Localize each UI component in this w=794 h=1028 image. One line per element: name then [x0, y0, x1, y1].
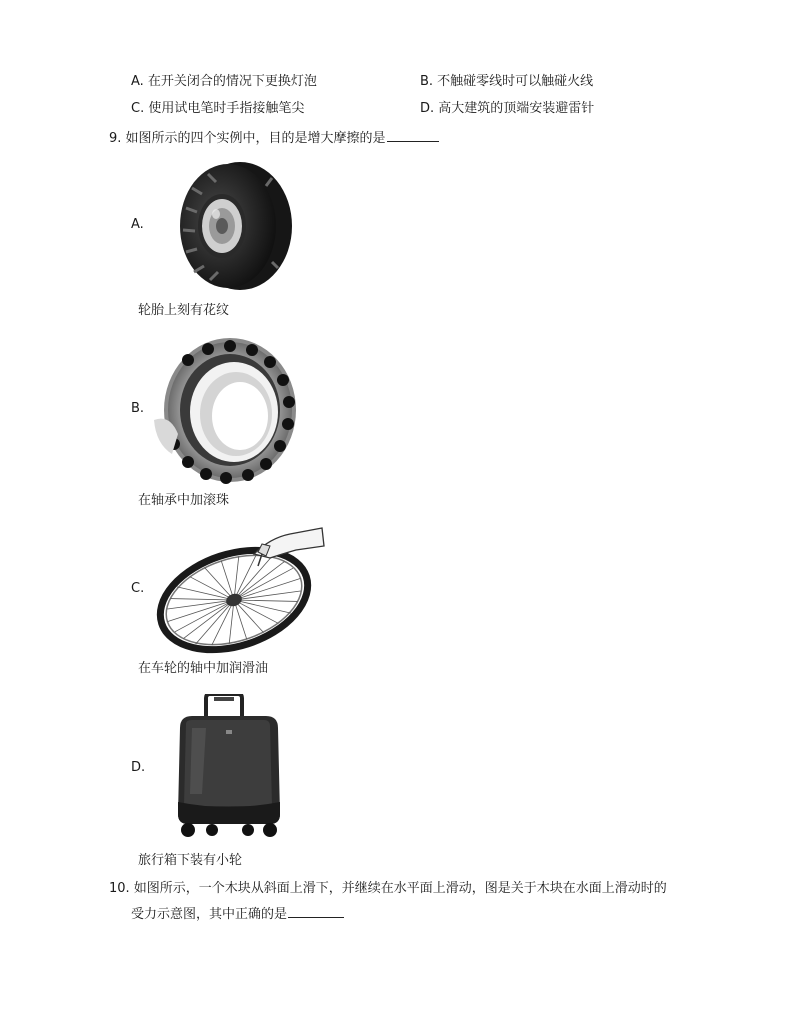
q9-option-c-caption: 在车轮的轴中加润滑油: [138, 661, 269, 676]
q9-option-c-letter: C.: [131, 581, 145, 596]
q8-option-d: D. 高大建筑的顶端安装避雷针: [420, 101, 595, 116]
q10-stem-line1: 10. 如图所示，一个木块从斜面上滑下，并继续在水平面上滑动，图是关于木块在水面上滑动时的: [109, 881, 667, 896]
answer-blank: [387, 129, 439, 142]
suitcase-icon: [172, 694, 288, 840]
q9-stem-text: 9. 如图所示的四个实例中，目的是增大摩擦的是: [109, 131, 386, 146]
q9-option-d-letter: D.: [131, 760, 146, 775]
q9-option-a-letter: A.: [131, 217, 144, 232]
q10-stem-line2: [131, 905, 344, 924]
q8-option-a: A. 在开关闭合的情况下更换灯泡: [131, 74, 317, 89]
q9-stem: [109, 129, 439, 148]
bearing-icon: [150, 334, 300, 486]
q9-option-d-caption: 旅行箱下装有小轮: [138, 853, 243, 868]
tire-icon: [172, 158, 296, 294]
bicycle-wheel-icon: [150, 524, 326, 654]
q9-option-b-letter: B.: [131, 401, 145, 416]
q9-option-b-caption: 在轴承中加滚珠: [138, 493, 230, 508]
q8-option-b: B. 不触碰零线时可以触碰火线: [420, 74, 594, 89]
q8-option-c: C. 使用试电笔时手指接触笔尖: [131, 101, 305, 116]
q9-option-a-caption: 轮胎上刻有花纹: [138, 303, 230, 318]
answer-blank: [288, 905, 344, 918]
q10-stem-text: 受力示意图，其中正确的是: [131, 907, 288, 922]
